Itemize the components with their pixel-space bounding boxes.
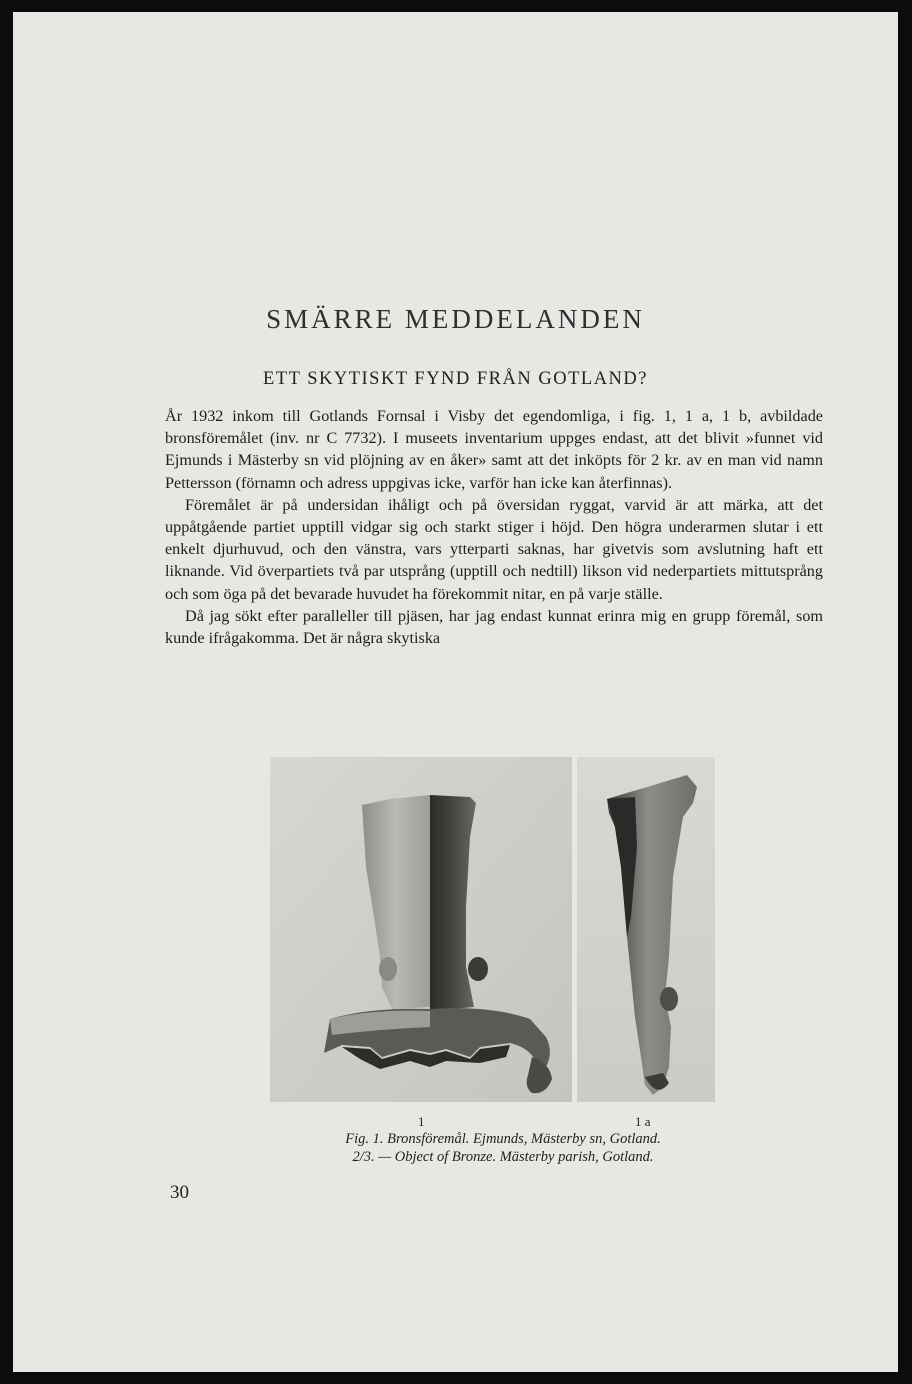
bronze-object-front-image: [270, 757, 572, 1102]
paragraph-2: Föremålet är på undersidan ihåligt och på översidan ryggat, varvid är att märka, att det uppåtgående partiet upptill vidgar sig och starkt stiger i höjd. Den högra underarmen slutar i ett enkelt djurhuvud, och den vänstra, vars ytterparti saknas, har givetvis som avslutning haft ett liknande. Vid överpartiets två par utsprång (upptill och nedtill) likson vid nederpartiets mittutsprång och som öga på det bevarade huvudet ha förekommit nitar, en på varje ställe.: [165, 495, 823, 603]
caption-line-english: 2/3. — Object of Bronze. Mästerby parish, Gotland.: [352, 1149, 654, 1165]
figure-label-1a: 1 a: [635, 1114, 651, 1129]
page: [13, 12, 898, 1372]
figure-label-1: 1: [418, 1114, 425, 1129]
article-body: [165, 405, 823, 649]
figure-caption: [268, 1130, 738, 1166]
caption-line-swedish: Fig. 1. Bronsföremål. Ejmunds, Mästerby sn, Gotland.: [345, 1131, 661, 1147]
section-title: SMÄRRE MEDDELANDEN: [266, 304, 645, 334]
paragraph-1: År 1932 inkom till Gotlands Fornsal i Visby det egendomliga, i fig. 1, 1 a, 1 b, avbildade bronsföremålet (inv. nr C 7732). I museets inventarium uppges endast, att det blivit »funnet vid Ejmunds i Mästerby sn vid plöjning av en åker» samt att det inköpts för 2 kr. av en man vid namn Pettersson (förnamn och adress uppgivas icke, varför han icke kan återfinnas).: [165, 407, 823, 492]
page-number: 30: [170, 1182, 189, 1203]
figure-photo-1: [270, 757, 572, 1102]
bronze-object-side-image: [577, 757, 715, 1102]
paragraph-3: Då jag sökt efter paralleller till pjäsen, har jag endast kunnat erinra mig en grupp föremål, som kunde ifrågakomma. Det är några skytiska: [165, 606, 823, 648]
article-title: ETT SKYTISKT FYND FRÅN GOTLAND?: [263, 369, 648, 389]
figure-photo-1a: [577, 757, 715, 1102]
